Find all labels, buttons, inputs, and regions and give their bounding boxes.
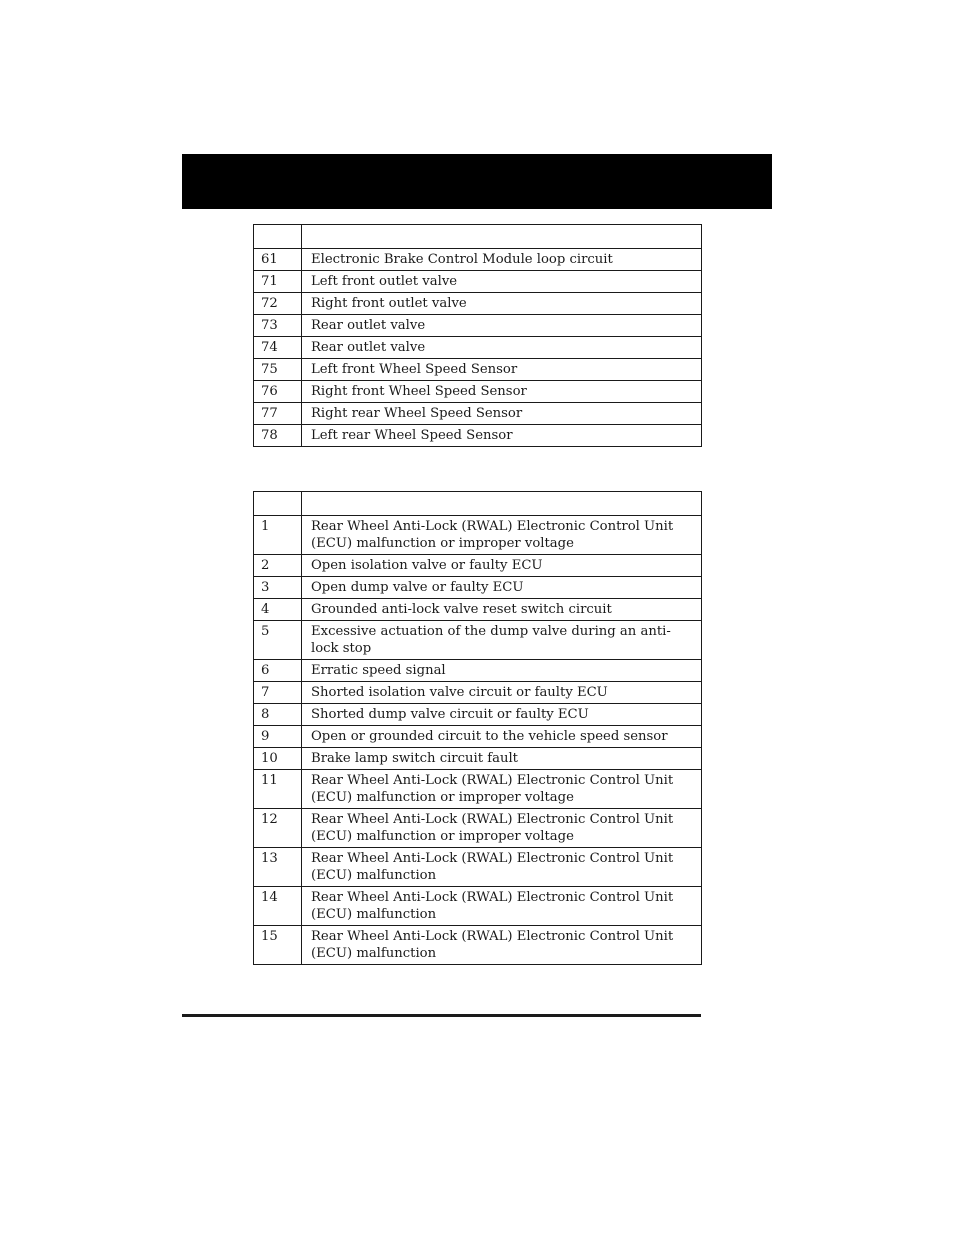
table-row bbox=[254, 887, 702, 926]
trouble-code: 3 bbox=[254, 577, 302, 599]
code-description: Right rear Wheel Speed Sensor bbox=[302, 403, 702, 425]
trouble-code: 14 bbox=[254, 887, 302, 926]
table-header-row bbox=[254, 225, 702, 249]
code-description: Right front outlet valve bbox=[302, 293, 702, 315]
table-row bbox=[254, 293, 702, 315]
table-row bbox=[254, 315, 702, 337]
description-column-header bbox=[302, 492, 702, 516]
code-description: Left front outlet valve bbox=[302, 271, 702, 293]
trouble-code: 77 bbox=[254, 403, 302, 425]
section-header-bar bbox=[182, 154, 772, 209]
table-row bbox=[254, 381, 702, 403]
table-row bbox=[254, 926, 702, 965]
trouble-code: 74 bbox=[254, 337, 302, 359]
code-description: Grounded anti-lock valve reset switch circuit bbox=[302, 599, 702, 621]
table-row bbox=[254, 770, 702, 809]
code-description: Rear Wheel Anti-Lock (RWAL) Electronic Control Unit (ECU) malfunction bbox=[302, 848, 702, 887]
trouble-code: 11 bbox=[254, 770, 302, 809]
trouble-code-table-2 bbox=[253, 491, 702, 965]
table-row bbox=[254, 726, 702, 748]
code-description: Left rear Wheel Speed Sensor bbox=[302, 425, 702, 447]
code-description: Rear outlet valve bbox=[302, 337, 702, 359]
trouble-code: 71 bbox=[254, 271, 302, 293]
table-header-row bbox=[254, 492, 702, 516]
table-row bbox=[254, 809, 702, 848]
table-row bbox=[254, 599, 702, 621]
trouble-code: 15 bbox=[254, 926, 302, 965]
trouble-code: 1 bbox=[254, 516, 302, 555]
trouble-code: 9 bbox=[254, 726, 302, 748]
table-row bbox=[254, 403, 702, 425]
code-description: Electronic Brake Control Module loop circuit bbox=[302, 249, 702, 271]
trouble-code: 12 bbox=[254, 809, 302, 848]
table-row bbox=[254, 682, 702, 704]
footer-rule bbox=[182, 1014, 701, 1017]
code-description: Brake lamp switch circuit fault bbox=[302, 748, 702, 770]
trouble-code: 5 bbox=[254, 621, 302, 660]
trouble-code: 13 bbox=[254, 848, 302, 887]
trouble-code: 8 bbox=[254, 704, 302, 726]
table-row bbox=[254, 660, 702, 682]
table-row bbox=[254, 848, 702, 887]
table-row bbox=[254, 516, 702, 555]
trouble-code: 4 bbox=[254, 599, 302, 621]
table-row bbox=[254, 249, 702, 271]
trouble-code: 78 bbox=[254, 425, 302, 447]
code-description: Rear Wheel Anti-Lock (RWAL) Electronic Control Unit (ECU) malfunction bbox=[302, 926, 702, 965]
code-description: Rear Wheel Anti-Lock (RWAL) Electronic Control Unit (ECU) malfunction or improper voltage bbox=[302, 770, 702, 809]
table-row bbox=[254, 271, 702, 293]
code-description: Shorted dump valve circuit or faulty ECU bbox=[302, 704, 702, 726]
table-row bbox=[254, 577, 702, 599]
code-column-header bbox=[254, 492, 302, 516]
table-body bbox=[254, 516, 702, 965]
code-column-header bbox=[254, 225, 302, 249]
trouble-code: 75 bbox=[254, 359, 302, 381]
code-description: Left front Wheel Speed Sensor bbox=[302, 359, 702, 381]
trouble-code: 76 bbox=[254, 381, 302, 403]
code-description: Open isolation valve or faulty ECU bbox=[302, 555, 702, 577]
trouble-code-table-1 bbox=[253, 224, 702, 447]
trouble-code: 61 bbox=[254, 249, 302, 271]
table-row bbox=[254, 621, 702, 660]
code-description: Rear Wheel Anti-Lock (RWAL) Electronic Control Unit (ECU) malfunction or improper voltage bbox=[302, 809, 702, 848]
trouble-code: 2 bbox=[254, 555, 302, 577]
table-row bbox=[254, 425, 702, 447]
trouble-code: 10 bbox=[254, 748, 302, 770]
trouble-code: 7 bbox=[254, 682, 302, 704]
code-description: Rear Wheel Anti-Lock (RWAL) Electronic Control Unit (ECU) malfunction or improper voltage bbox=[302, 516, 702, 555]
table-body bbox=[254, 249, 702, 447]
table-row bbox=[254, 337, 702, 359]
table-row bbox=[254, 748, 702, 770]
trouble-code: 6 bbox=[254, 660, 302, 682]
code-description: Rear Wheel Anti-Lock (RWAL) Electronic Control Unit (ECU) malfunction bbox=[302, 887, 702, 926]
table-row bbox=[254, 555, 702, 577]
code-description: Open dump valve or faulty ECU bbox=[302, 577, 702, 599]
code-description: Excessive actuation of the dump valve during an anti-lock stop bbox=[302, 621, 702, 660]
table-row bbox=[254, 704, 702, 726]
table-row bbox=[254, 359, 702, 381]
description-column-header bbox=[302, 225, 702, 249]
code-description: Open or grounded circuit to the vehicle speed sensor bbox=[302, 726, 702, 748]
code-description: Shorted isolation valve circuit or faulty ECU bbox=[302, 682, 702, 704]
trouble-code: 72 bbox=[254, 293, 302, 315]
code-description: Erratic speed signal bbox=[302, 660, 702, 682]
code-description: Rear outlet valve bbox=[302, 315, 702, 337]
code-description: Right front Wheel Speed Sensor bbox=[302, 381, 702, 403]
trouble-code: 73 bbox=[254, 315, 302, 337]
